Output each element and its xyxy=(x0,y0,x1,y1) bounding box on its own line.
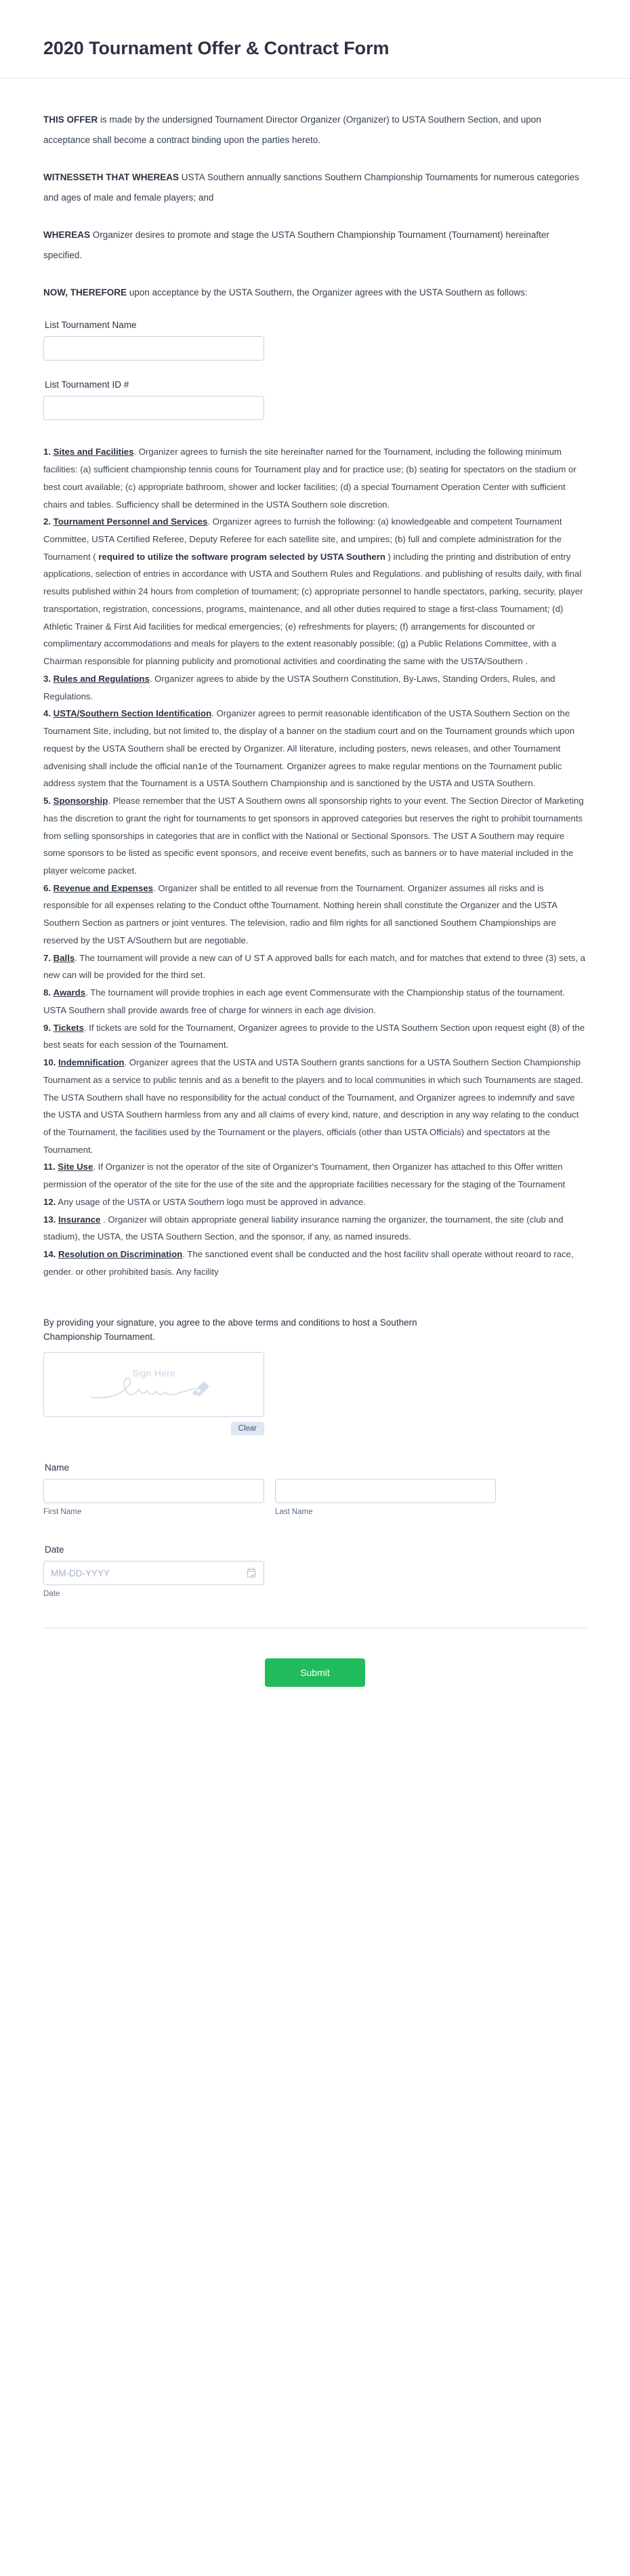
terms-clause-number: 7. xyxy=(43,952,51,963)
terms-clause xyxy=(43,880,587,949)
terms-clause-number: 14. xyxy=(43,1249,56,1260)
last-name-sublabel: Last Name xyxy=(275,1508,313,1517)
intro-text-witnesseth: USTA Southern annually sanctions Southern Championship Tournaments for numerous categories and ages of male and female players; and xyxy=(43,172,579,203)
signature-section xyxy=(43,1316,587,1436)
signature-pad[interactable] xyxy=(43,1352,264,1417)
clear-signature-button[interactable]: Clear xyxy=(231,1422,264,1435)
terms-clause-body: . Organizer agrees to permit reasonable identification of the USTA Southern Section on the Tournament Site, including, but not limited to, the display of a banner on the stadium court and on the Tournament grounds which upon request by the USTA Southern shall be erected by Organizer. All literature, including posters, news releases, and other Tournament advenising shall include the official nan1e of the Tournament. Organizer agrees to make regular mentions on the Tournament public address system that the Tournament is a USTA Southern Championship and is sanctioned by the USTA and USTA Southern. xyxy=(43,708,575,789)
terms-and-conditions xyxy=(43,443,587,1280)
date-sublabel: Date xyxy=(43,1590,60,1599)
intro-paragraph-this-offer xyxy=(43,110,587,150)
terms-clause xyxy=(43,1019,587,1054)
form-footer xyxy=(43,1629,587,1727)
signature-agreement-text: By providing your signature, you agree to the above terms and conditions to host a Southern Championship Tournament. xyxy=(43,1317,417,1342)
terms-clause-body: . Organizer agrees to furnish the following: (a) knowledgeable and competent Tournament Committee, USTA Certified Referee, Deputy Referee for each satellite site, and umpires; (b) full and complete administration for the Tournament ( xyxy=(43,516,562,562)
terms-clause-body: . Organizer will obtain appropriate general liability insurance naming the organizer, the tournament, the site (club and stadium), the USTA, the USTA Southern Section, and the sponsor, if any, as named insureds. xyxy=(43,1214,564,1242)
tournament-id-input[interactable] xyxy=(43,396,264,420)
terms-clause-number: 5. xyxy=(43,796,51,806)
terms-clause-title: Tickets xyxy=(53,1022,84,1033)
terms-clause-body: . Please remember that the UST A Southern owns all sponsorship rights to your event. The Section Director of Marketing has the discretion to grant the right for tournaments to get sponsors in approved categories but reserves the right to prohibit tournaments from selling sponsorships in categories that are in conflict with the National or Sectional Sponsors. The UST A Southern may require some sponsors to be listed as specific event sponsors, and receive event benefits, such as banners or to have material included in the player welcome packet. xyxy=(43,796,584,876)
terms-clause xyxy=(43,705,587,792)
terms-clause-title: Indemnification xyxy=(58,1057,125,1068)
intro-text-whereas: Organizer desires to promote and stage the USTA Southern Championship Tournament (Tournament) hereinafter specified. xyxy=(43,230,549,260)
terms-clause-number: 1. xyxy=(43,447,51,457)
terms-clause xyxy=(43,443,587,513)
form-body xyxy=(0,79,630,1727)
terms-clause xyxy=(43,1193,587,1211)
terms-clause-title: Site Use xyxy=(58,1162,93,1172)
terms-clause-number: 2. xyxy=(43,516,51,527)
terms-clause-body: Any usage of the USTA or USTA Southern logo must be approved in advance. xyxy=(58,1196,366,1207)
terms-clause-body: . The tournament will provide trophies in each age event Commensurate with the Championship status of the tournament. USTA Southern shall provide awards free of charge for winners in each age division. xyxy=(43,987,565,1015)
terms-clause-number: 9. xyxy=(43,1022,51,1033)
terms-clause-title: Awards xyxy=(53,987,86,998)
label-tournament-id: List Tournament ID # xyxy=(45,380,129,390)
submit-button[interactable]: Submit xyxy=(265,1658,365,1687)
question-tournament-id xyxy=(43,380,587,420)
intro-paragraph-whereas xyxy=(43,225,587,265)
terms-clause xyxy=(43,1158,587,1193)
terms-clause-number: 4. xyxy=(43,708,51,719)
terms-clause-title: Resolution on Discrimination xyxy=(58,1249,183,1260)
name-row xyxy=(43,1479,587,1516)
terms-clause-body: . The tournament will provide a new can of U ST A approved balls for each match, and for matches that extend to three (3) sets, a new can will be provided for the third set. xyxy=(43,952,586,981)
intro-paragraph-witnesseth xyxy=(43,167,587,207)
first-name-group xyxy=(43,1479,264,1516)
terms-clause-emphasis: required to utilize the software program selected by USTA Southern xyxy=(98,551,385,562)
pen-nib-icon xyxy=(192,1381,209,1396)
last-name-group xyxy=(275,1479,496,1516)
intro-text-now-therefore: upon acceptance by the USTA Southern, the Organizer agrees with the USTA Southern as follows: xyxy=(127,287,528,298)
page-title: 2020 Tournament Offer & Contract Form xyxy=(43,38,390,58)
terms-clause xyxy=(43,1054,587,1158)
terms-clause-body: . If Organizer is not the operator of the site of Organizer's Tournament, then Organizer has attached to this Offer written permission of the operator of the site for the use of the site and the appropriate facilities necessary for the staging of the Tournament xyxy=(43,1162,566,1190)
terms-clause-body: . Organizer agrees that the USTA and USTA Southern grants sanctions for a USTA Southern Section Championship Tournament as a service to public tennis and as a benefit to the players and to local communities in which such Tournaments are staged. The USTA Southern shall have no responsibility for the actual conduct of the Tournament, and Organizer agrees to indemnify and save the USTA and USTA Southern harmless from any and all claims of every kind, nature, and description in any way relating to the conduct of the Tournament, the facilities used by the Tournament or the players, officials (other than USTA Officials) and spectators at the Tournament. xyxy=(43,1057,583,1155)
form-header xyxy=(0,0,630,78)
terms-clause-number: 12. xyxy=(43,1196,56,1207)
terms-clause-title: Rules and Regulations xyxy=(53,673,150,684)
question-date xyxy=(43,1545,587,1598)
label-name: Name xyxy=(45,1463,70,1473)
terms-clause-number: 13. xyxy=(43,1214,56,1225)
terms-clause-title: Sponsorship xyxy=(53,796,108,806)
terms-clause xyxy=(43,1211,587,1246)
terms-clause-body: . If tickets are sold for the Tournament, Organizer agrees to provide to the USTA Southern Section upon request eight (8) of the best seats for each session of the Tournament. xyxy=(43,1022,585,1050)
terms-clause-title: USTA/Southern Section Identification xyxy=(53,708,212,719)
last-name-input[interactable] xyxy=(275,1479,496,1503)
terms-clause-number: 11. xyxy=(43,1162,56,1172)
intro-strong-whereas: WHEREAS xyxy=(43,230,91,241)
terms-clause-title: Balls xyxy=(53,952,75,963)
terms-clause-number: 6. xyxy=(43,882,51,893)
question-tournament-name xyxy=(43,320,587,361)
signature-squiggle-icon xyxy=(86,1373,222,1402)
first-name-sublabel: First Name xyxy=(43,1508,82,1517)
terms-clause-body-continued: ) including the printing and distribution of entry applications, selection of entries in accordance with USTA and Southern Rules and Regulations. and publishing of results daily, with final results published within 24 hours from completion of tournament; (c) appropriate personnel to handle spectators, parking, security, player transportation, registration, concessions, programs, maintenance, and all other duties required to stage a first-class Tournament; (d) Athletic Trainer & First Aid facilities for medical emergencies; (e) refreshments for players; (f) arrangements for discounted or complimentary accommodations and meals for players to the extent reasonably possible; (g) a Public Relations Committee, with a Chairman responsible for planning publicity and promotional activities and coordinating the same with the USTA/Southern . xyxy=(43,551,583,667)
terms-clause xyxy=(43,984,587,1019)
intro-strong-witnesseth: WITNESSETH THAT WHEREAS xyxy=(43,172,179,183)
terms-clause-number: 10. xyxy=(43,1057,56,1068)
date-input[interactable] xyxy=(43,1561,264,1585)
date-input-wrapper xyxy=(43,1561,264,1585)
terms-clause-body: . Organizer agrees to furnish the site hereinafter named for the Tournament, including the following minimum facilities: (a) sufficient championship tennis couns for Tournament play and for practice use; (b) seating for spectators on the stadium or best court available; (c) appropriate bathroom, shower and locker facilities; (d) a special Tournament Operation Center with sufficient chairs and tables. Sufficiency shall be determined in the USTA Southern sole discretion. xyxy=(43,447,576,510)
terms-clause-number: 3. xyxy=(43,673,51,684)
signature-actions xyxy=(43,1422,264,1435)
terms-clause xyxy=(43,670,587,705)
terms-clause-number: 8. xyxy=(43,987,51,998)
terms-clause-title: Revenue and Expenses xyxy=(53,882,153,893)
terms-clause-title: Tournament Personnel and Services xyxy=(53,516,208,527)
question-name xyxy=(43,1463,587,1516)
intro-strong-this-offer: THIS OFFER xyxy=(43,115,98,125)
terms-clause-body: . Organizer shall be entitled to all revenue from the Tournament. Organizer assumes all risks and is responsible for all expenses relating to the Conduct ofthe Tournament. Nothing herein shall constitute the Organizer and the USTA Southern Section as partners or joint ventures. The television, radio and film rights for all sanctioned Southern Championships are reserved by the UST A/Southern but are negotiable. xyxy=(43,882,558,945)
label-date: Date xyxy=(45,1545,64,1555)
first-name-input[interactable] xyxy=(43,1479,264,1503)
sign-here-label: Sign Here xyxy=(131,1368,176,1379)
terms-clause-body: . Organizer agrees to abide by the USTA Southern Constitution, By-Laws, Standing Orders, Rules, and Regulations. xyxy=(43,673,555,701)
label-tournament-name: List Tournament Name xyxy=(45,320,137,331)
terms-clause xyxy=(43,949,587,984)
terms-clause-body: . The sanctioned event shall be conducted and the host facilitv shall operate without reoard to race, gender. or other prohibited basis. Any facility xyxy=(43,1249,574,1277)
intro-text-this-offer: is made by the undersigned Tournament Director Organizer (Organizer) to USTA Southern Section, and upon acceptance shall become a contract binding upon the parties hereto. xyxy=(43,115,541,145)
terms-clause xyxy=(43,513,587,670)
terms-clause xyxy=(43,1246,587,1280)
intro-paragraph-now-therefore xyxy=(43,283,587,302)
terms-clause-title: Sites and Facilities xyxy=(53,447,134,457)
intro-strong-now-therefore: NOW, THEREFORE xyxy=(43,287,127,298)
signature-placeholder-graphic xyxy=(44,1368,264,1402)
terms-clause xyxy=(43,792,587,880)
tournament-name-input[interactable] xyxy=(43,336,264,361)
terms-clause-title: Insurance xyxy=(58,1214,101,1225)
